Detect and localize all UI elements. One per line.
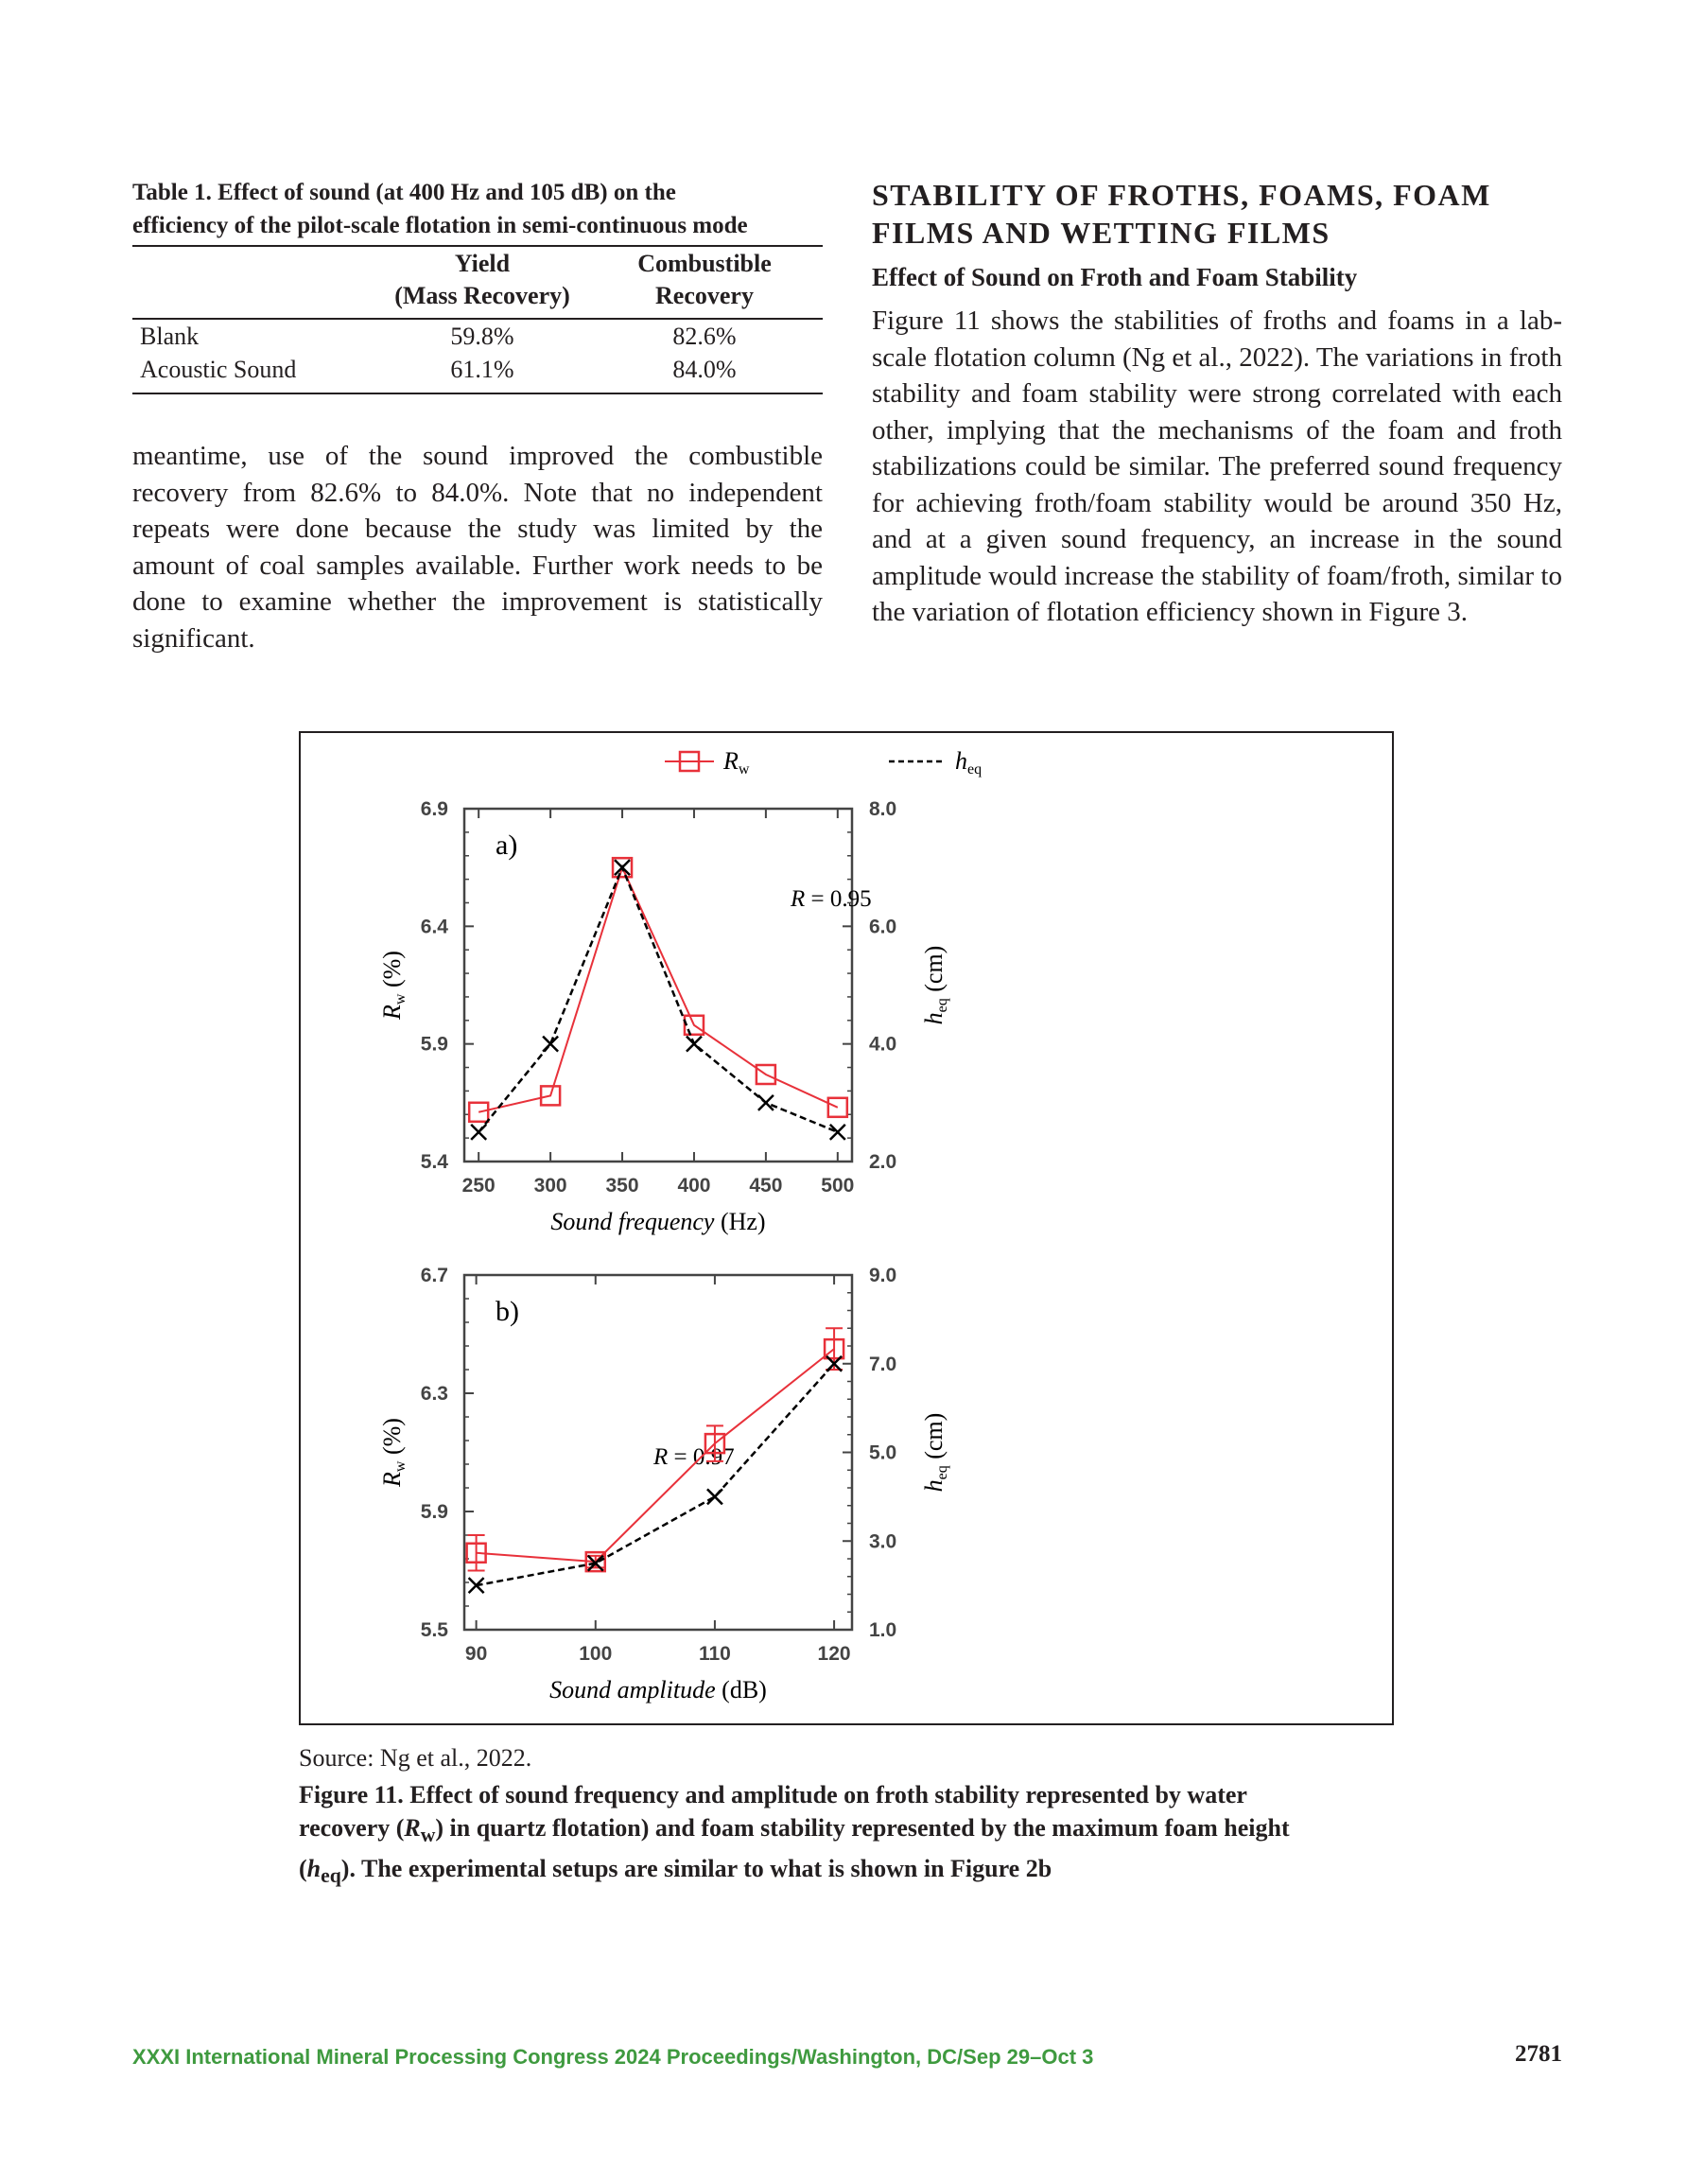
plot-frame xyxy=(464,809,852,1162)
data-point-heq xyxy=(830,1125,845,1140)
table-cell-recovery: 84.0% xyxy=(672,356,737,383)
series-line-rw xyxy=(478,867,838,1112)
y-tick-label-left: 5.9 xyxy=(420,1501,448,1523)
y-tick-label-left: 6.9 xyxy=(420,798,448,820)
table-bottom-rule xyxy=(132,393,823,394)
series-line-heq xyxy=(478,867,838,1132)
data-point-heq xyxy=(687,1037,702,1052)
panel-a xyxy=(378,798,950,1235)
y-tick-label-right: 9.0 xyxy=(869,1265,897,1286)
table-header-yield xyxy=(359,248,605,312)
figure-chart xyxy=(301,733,1392,1723)
x-tick-label: 100 xyxy=(579,1643,613,1665)
data-point-heq xyxy=(615,860,630,875)
table-row-label: Blank xyxy=(140,323,200,350)
y-tick-label-left: 5.9 xyxy=(420,1033,448,1056)
caption-symbol: h xyxy=(306,1855,322,1883)
y-tick-label-right: 5.0 xyxy=(869,1441,897,1464)
caption-subscript: eq xyxy=(321,1864,341,1888)
page-number: 2781 xyxy=(1515,2041,1562,2067)
footer-text: XXXI International Mineral Processing Congress 2024 Proceedings/Washington, DC/Sep 29–Oct 3 xyxy=(132,2045,1094,2069)
y-tick-label-left: 6.4 xyxy=(420,916,448,938)
header-line: Recovery xyxy=(655,282,754,309)
table-row-label: Acoustic Sound xyxy=(140,356,297,383)
body-paragraph: meantime, use of the sound improved the combustible recovery from 82.6% to 84.0%. Note that no independent repeats were done because the study was limited by the amount of coal samples available. Further work needs to be done to examine whether the improvement is statistically significant. xyxy=(132,441,823,654)
header-line: Yield xyxy=(454,250,511,277)
x-tick-label: 450 xyxy=(749,1175,783,1197)
caption-text: recovery ( xyxy=(299,1814,405,1842)
header-line: Combustible xyxy=(637,250,772,277)
panel-label: b) xyxy=(496,1296,519,1327)
y-axis-label-left: Rw (%) xyxy=(378,951,409,1020)
x-tick-label: 500 xyxy=(821,1175,855,1197)
figure-frame xyxy=(299,731,1394,1725)
y-tick-label-left: 5.4 xyxy=(420,1151,448,1173)
x-tick-label: 90 xyxy=(464,1643,488,1665)
table-mid-rule xyxy=(132,318,823,320)
data-point-heq xyxy=(707,1489,722,1504)
table-caption xyxy=(132,176,823,242)
caption-subscript: w xyxy=(420,1824,436,1847)
correlation-annotation: R = 0.97 xyxy=(653,1444,735,1470)
section-heading xyxy=(872,176,1553,252)
y-tick-label-right: 4.0 xyxy=(869,1033,897,1056)
table-header-recovery xyxy=(596,248,813,312)
caption-line xyxy=(299,1811,1396,1852)
x-axis-label: Sound amplitude (dB) xyxy=(549,1676,767,1704)
data-point-rw xyxy=(469,1103,488,1122)
x-tick-label: 120 xyxy=(817,1643,851,1665)
table-cell-yield: 61.1% xyxy=(450,356,514,383)
data-point-heq xyxy=(471,1125,486,1140)
data-point-heq xyxy=(543,1037,558,1052)
header-line: (Mass Recovery) xyxy=(394,282,570,309)
y-tick-label-left: 5.5 xyxy=(420,1619,448,1641)
y-axis-label-right: heq (cm) xyxy=(920,945,950,1025)
table-caption-line: efficiency of the pilot-scale flotation in semi-continuous mode xyxy=(132,213,748,238)
y-tick-label-right: 8.0 xyxy=(869,798,897,820)
correlation-annotation: R = 0.95 xyxy=(791,886,872,912)
section-heading-line: STABILITY OF FROTHS, FOAMS, FOAM xyxy=(872,178,1491,212)
y-tick-label-right: 3.0 xyxy=(869,1530,897,1553)
table-caption-line: Table 1. Effect of sound (at 400 Hz and 105 dB) on the xyxy=(132,180,676,205)
y-axis-label-right: heq (cm) xyxy=(920,1412,950,1493)
y-tick-label-right: 1.0 xyxy=(869,1619,897,1641)
caption-line: Figure 11. Effect of sound frequency and amplitude on froth stability represented by water xyxy=(299,1781,1247,1808)
y-axis-label-left: Rw (%) xyxy=(378,1418,409,1487)
series-line-heq xyxy=(477,1364,834,1585)
caption-line xyxy=(299,1852,1396,1893)
y-tick-label-left: 6.7 xyxy=(420,1265,448,1286)
caption-text: ) in quartz flotation) and foam stability represented by the maximum foam height xyxy=(435,1814,1290,1842)
x-tick-label: 350 xyxy=(605,1175,639,1197)
body-paragraph: Figure 11 shows the stabilities of froths and foams in a lab-scale flotation column (Ng et al., 2022). The variations in froth stability and foam stability were strong correlated with each other, implying that the mechanisms of the foam and froth stabilizations could be similar. The preferred sound frequency for achieving froth/foam stability would be around 350 Hz, and at a given sound frequency, an increase in the sound amplitude would increase the stability of foam/froth, similar to the variation of flotation efficiency shown in Figure 3. xyxy=(872,306,1562,627)
x-axis-label: Sound frequency (Hz) xyxy=(550,1208,766,1235)
table-top-rule xyxy=(132,245,823,247)
subsection-heading: Effect of Sound on Froth and Foam Stability xyxy=(872,263,1358,291)
x-tick-label: 400 xyxy=(677,1175,711,1197)
legend-heq-label: heq xyxy=(955,747,983,778)
x-tick-label: 300 xyxy=(533,1175,567,1197)
figure-source: Source: Ng et al., 2022. xyxy=(299,1744,532,1772)
y-tick-label-right: 6.0 xyxy=(869,916,897,938)
y-tick-label-right: 2.0 xyxy=(869,1151,897,1173)
panel-label: a) xyxy=(496,830,518,861)
data-point-heq xyxy=(758,1095,774,1110)
y-tick-label-right: 7.0 xyxy=(869,1353,897,1375)
x-tick-label: 110 xyxy=(698,1643,731,1665)
y-tick-label-left: 6.3 xyxy=(420,1383,448,1405)
panel-b xyxy=(378,1265,950,1704)
section-heading-line: FILMS AND WETTING FILMS xyxy=(872,216,1330,250)
table-cell-yield: 59.8% xyxy=(450,323,514,350)
figure-caption xyxy=(299,1778,1396,1893)
table-cell-recovery: 82.6% xyxy=(672,323,737,350)
legend xyxy=(665,747,982,778)
caption-text: ( xyxy=(299,1855,307,1883)
legend-rw-label: Rw xyxy=(723,747,750,778)
x-tick-label: 250 xyxy=(461,1175,496,1197)
caption-text: ). The experimental setups are similar to what is shown in Figure 2b xyxy=(340,1855,1052,1883)
caption-symbol: R xyxy=(404,1814,421,1842)
